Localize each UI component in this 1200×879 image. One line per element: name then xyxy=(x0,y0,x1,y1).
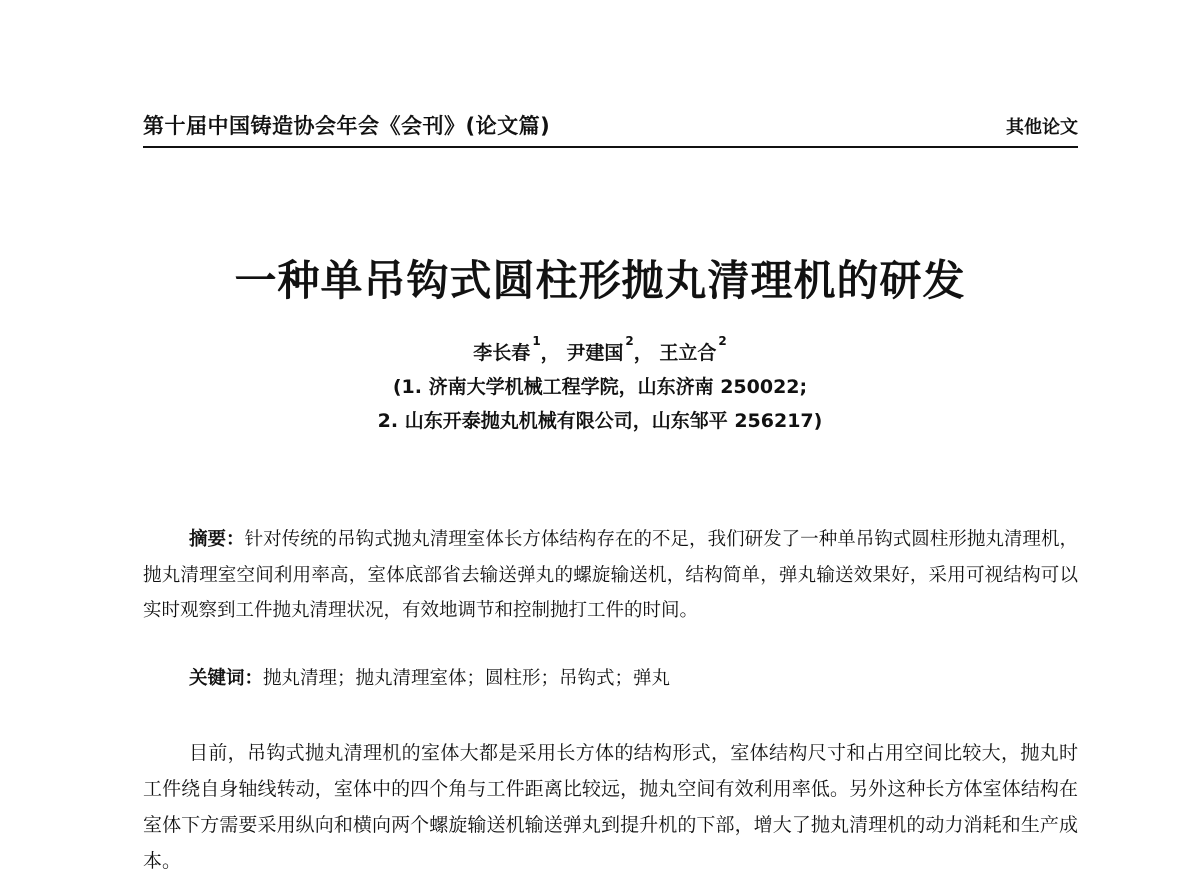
paper-title: 一种单吊钩式圆柱形抛丸清理机的研发 xyxy=(234,256,966,305)
keywords-text: 抛丸清理；抛丸清理室体；圆柱形；吊钩式；弹丸 xyxy=(263,668,671,689)
keywords-label: 关键词： xyxy=(189,668,264,689)
body-paragraph: 目前，吊钩式抛丸清理机的室体大都是采用长方体的结构形式，室体结构尺寸和占用空间比较大，抛丸时工件绕自身轴线转动，室体中的四个角与工件距离比较远，抛丸空间有效利用率低。另外这种长方体室体结构在室体下方需要采用纵向和横向两个螺旋输送机输送弹丸到提升机的下部，增大了抛丸清理机的动力消耗和生产成本。 xyxy=(143,742,1078,872)
affiliation-line-2: 2. 山东开泰抛丸机械有限公司，山东邹平 256217) xyxy=(377,410,823,432)
journal-title: 第十届中国铸造协会年会《会刊》(论文篇) xyxy=(143,114,551,138)
affiliation-line-1: (1. 济南大学机械工程学院，山东济南 250022; xyxy=(392,376,808,398)
author-name: 王立合 xyxy=(659,342,717,364)
author-affiliation-mark: 2 xyxy=(718,334,727,348)
author-affiliation-mark: 2 xyxy=(625,334,634,348)
author-separator: ， xyxy=(633,342,653,364)
author-affiliation-mark: 1 xyxy=(532,334,541,348)
abstract-label: 摘要： xyxy=(189,529,245,550)
author-name: 尹建国 xyxy=(566,342,624,364)
keywords xyxy=(189,664,670,690)
running-header xyxy=(143,110,1078,148)
author-separator: ， xyxy=(540,342,560,364)
section-label: 其他论文 xyxy=(1006,117,1078,138)
abstract xyxy=(143,522,1078,629)
author-list xyxy=(0,334,1200,365)
abstract-text: 针对传统的吊钩式抛丸清理室体长方体结构存在的不足，我们研发了一种单吊钩式圆柱形抛丸清理机，抛丸清理室空间利用率高，室体底部省去输送弹丸的螺旋输送机，结构简单，弹丸输送效果好，采用可视结构可以实时观察到工件抛丸清理状况，有效地调节和控制抛打工件的时间。 xyxy=(143,529,1078,621)
author-name: 李长春 xyxy=(473,342,531,364)
